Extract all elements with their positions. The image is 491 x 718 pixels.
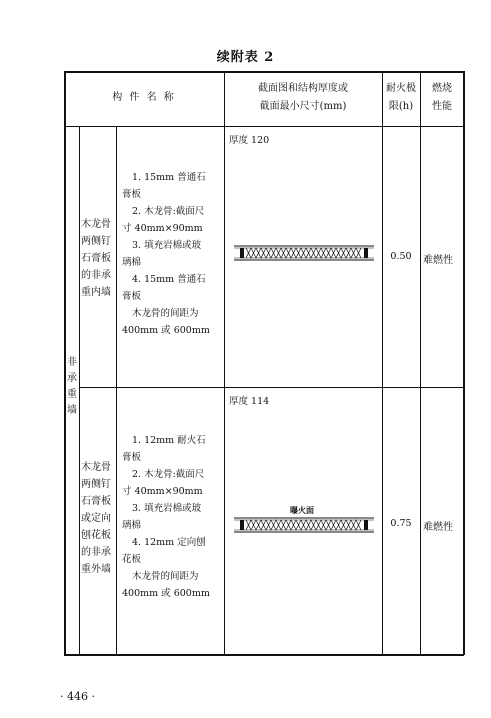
row2-fire-limit: 0.75 [390,518,412,529]
category-char: 墙 [67,405,77,416]
header-component-name: 构 件 名 称 [112,92,176,103]
row2-exposed-face-label: 曝火面 [290,505,314,515]
row2-materials [122,432,210,602]
header-divider [64,126,464,127]
material-line: 璃棉 [122,520,142,531]
table-title: 续附表 2 [216,50,275,65]
header-fire-limit-line1: 耐火极 [386,83,416,94]
row2-thickness: 厚度 114 [229,396,270,407]
combustion-col-divider [420,71,421,655]
name-line: 木龙骨 [81,462,111,473]
page-number: · 446 · [60,690,95,703]
material-line: 木龙骨的间距为 [132,308,199,319]
fire-col-divider [382,71,383,655]
name-line: 刨花板 [81,530,111,541]
row1-fire-limit: 0.50 [390,251,412,262]
header-fire-limit-line2: 限(h) [388,101,414,112]
name-line: 木龙骨 [81,219,111,230]
name-line: 两侧钉 [81,236,111,247]
name-line: 或定向 [81,513,111,524]
material-line: 膏板 [122,452,142,463]
category-char: 承 [67,373,77,384]
material-line: 3. 填充岩棉或玻 [132,503,202,514]
name-line: 石膏板 [81,253,111,264]
material-line: 1. 15mm 普通石 [132,172,206,183]
category-char: 非 [67,357,77,368]
material-line: 1. 12mm 耐火石 [132,435,206,446]
header-section-line1: 截面图和结构厚度或 [258,83,348,94]
fire-resistance-table [64,71,464,655]
name-line: 的非承 [81,270,111,281]
header-combustion-line1: 燃烧 [432,83,452,94]
material-line: 寸 40mm×90mm [122,223,203,234]
material-line: 膏板 [122,189,142,200]
name-line: 重内墙 [81,287,111,298]
row1-section-diagram [234,242,374,264]
table-border-bottom [64,654,464,656]
material-line: 4. 15mm 普通石 [132,274,206,285]
section-col-divider [224,71,225,655]
row2-combustion: 难燃性 [423,522,453,533]
header-section-line2: 截面最小尺寸(mm) [259,101,347,112]
material-line: 400mm 或 600mm [122,325,210,336]
name-line: 重外墙 [81,564,111,575]
name-line: 石膏板 [81,496,111,507]
material-line: 4. 12mm 定向刨 [132,537,206,548]
category-char: 重 [67,389,77,400]
name-col-divider [116,126,117,655]
material-line: 木龙骨的间距为 [132,571,199,582]
table-border-right [463,71,465,655]
row2-section-diagram [234,514,374,536]
material-line: 璃棉 [122,257,142,268]
row1-materials [122,169,210,339]
material-line: 3. 填充岩棉或玻 [132,240,202,251]
name-line: 两侧钉 [81,479,111,490]
table-border-top [64,71,464,73]
row1-thickness: 厚度 120 [229,135,270,146]
name-line: 的非承 [81,547,111,558]
material-line: 400mm 或 600mm [122,588,210,599]
material-line: 花板 [122,554,142,565]
material-line: 2. 木龙骨:截面尺 [132,206,205,217]
material-line: 寸 40mm×90mm [122,486,203,497]
row1-combustion: 难燃性 [423,255,453,266]
header-combustion-line2: 性能 [432,101,452,112]
row1-component-name [81,216,111,301]
material-line: 膏板 [122,291,142,302]
row-divider [79,387,464,388]
material-line: 2. 木龙骨:截面尺 [132,469,205,480]
row2-component-name [81,459,111,578]
category-label [65,355,79,419]
category-col-divider [79,126,80,655]
